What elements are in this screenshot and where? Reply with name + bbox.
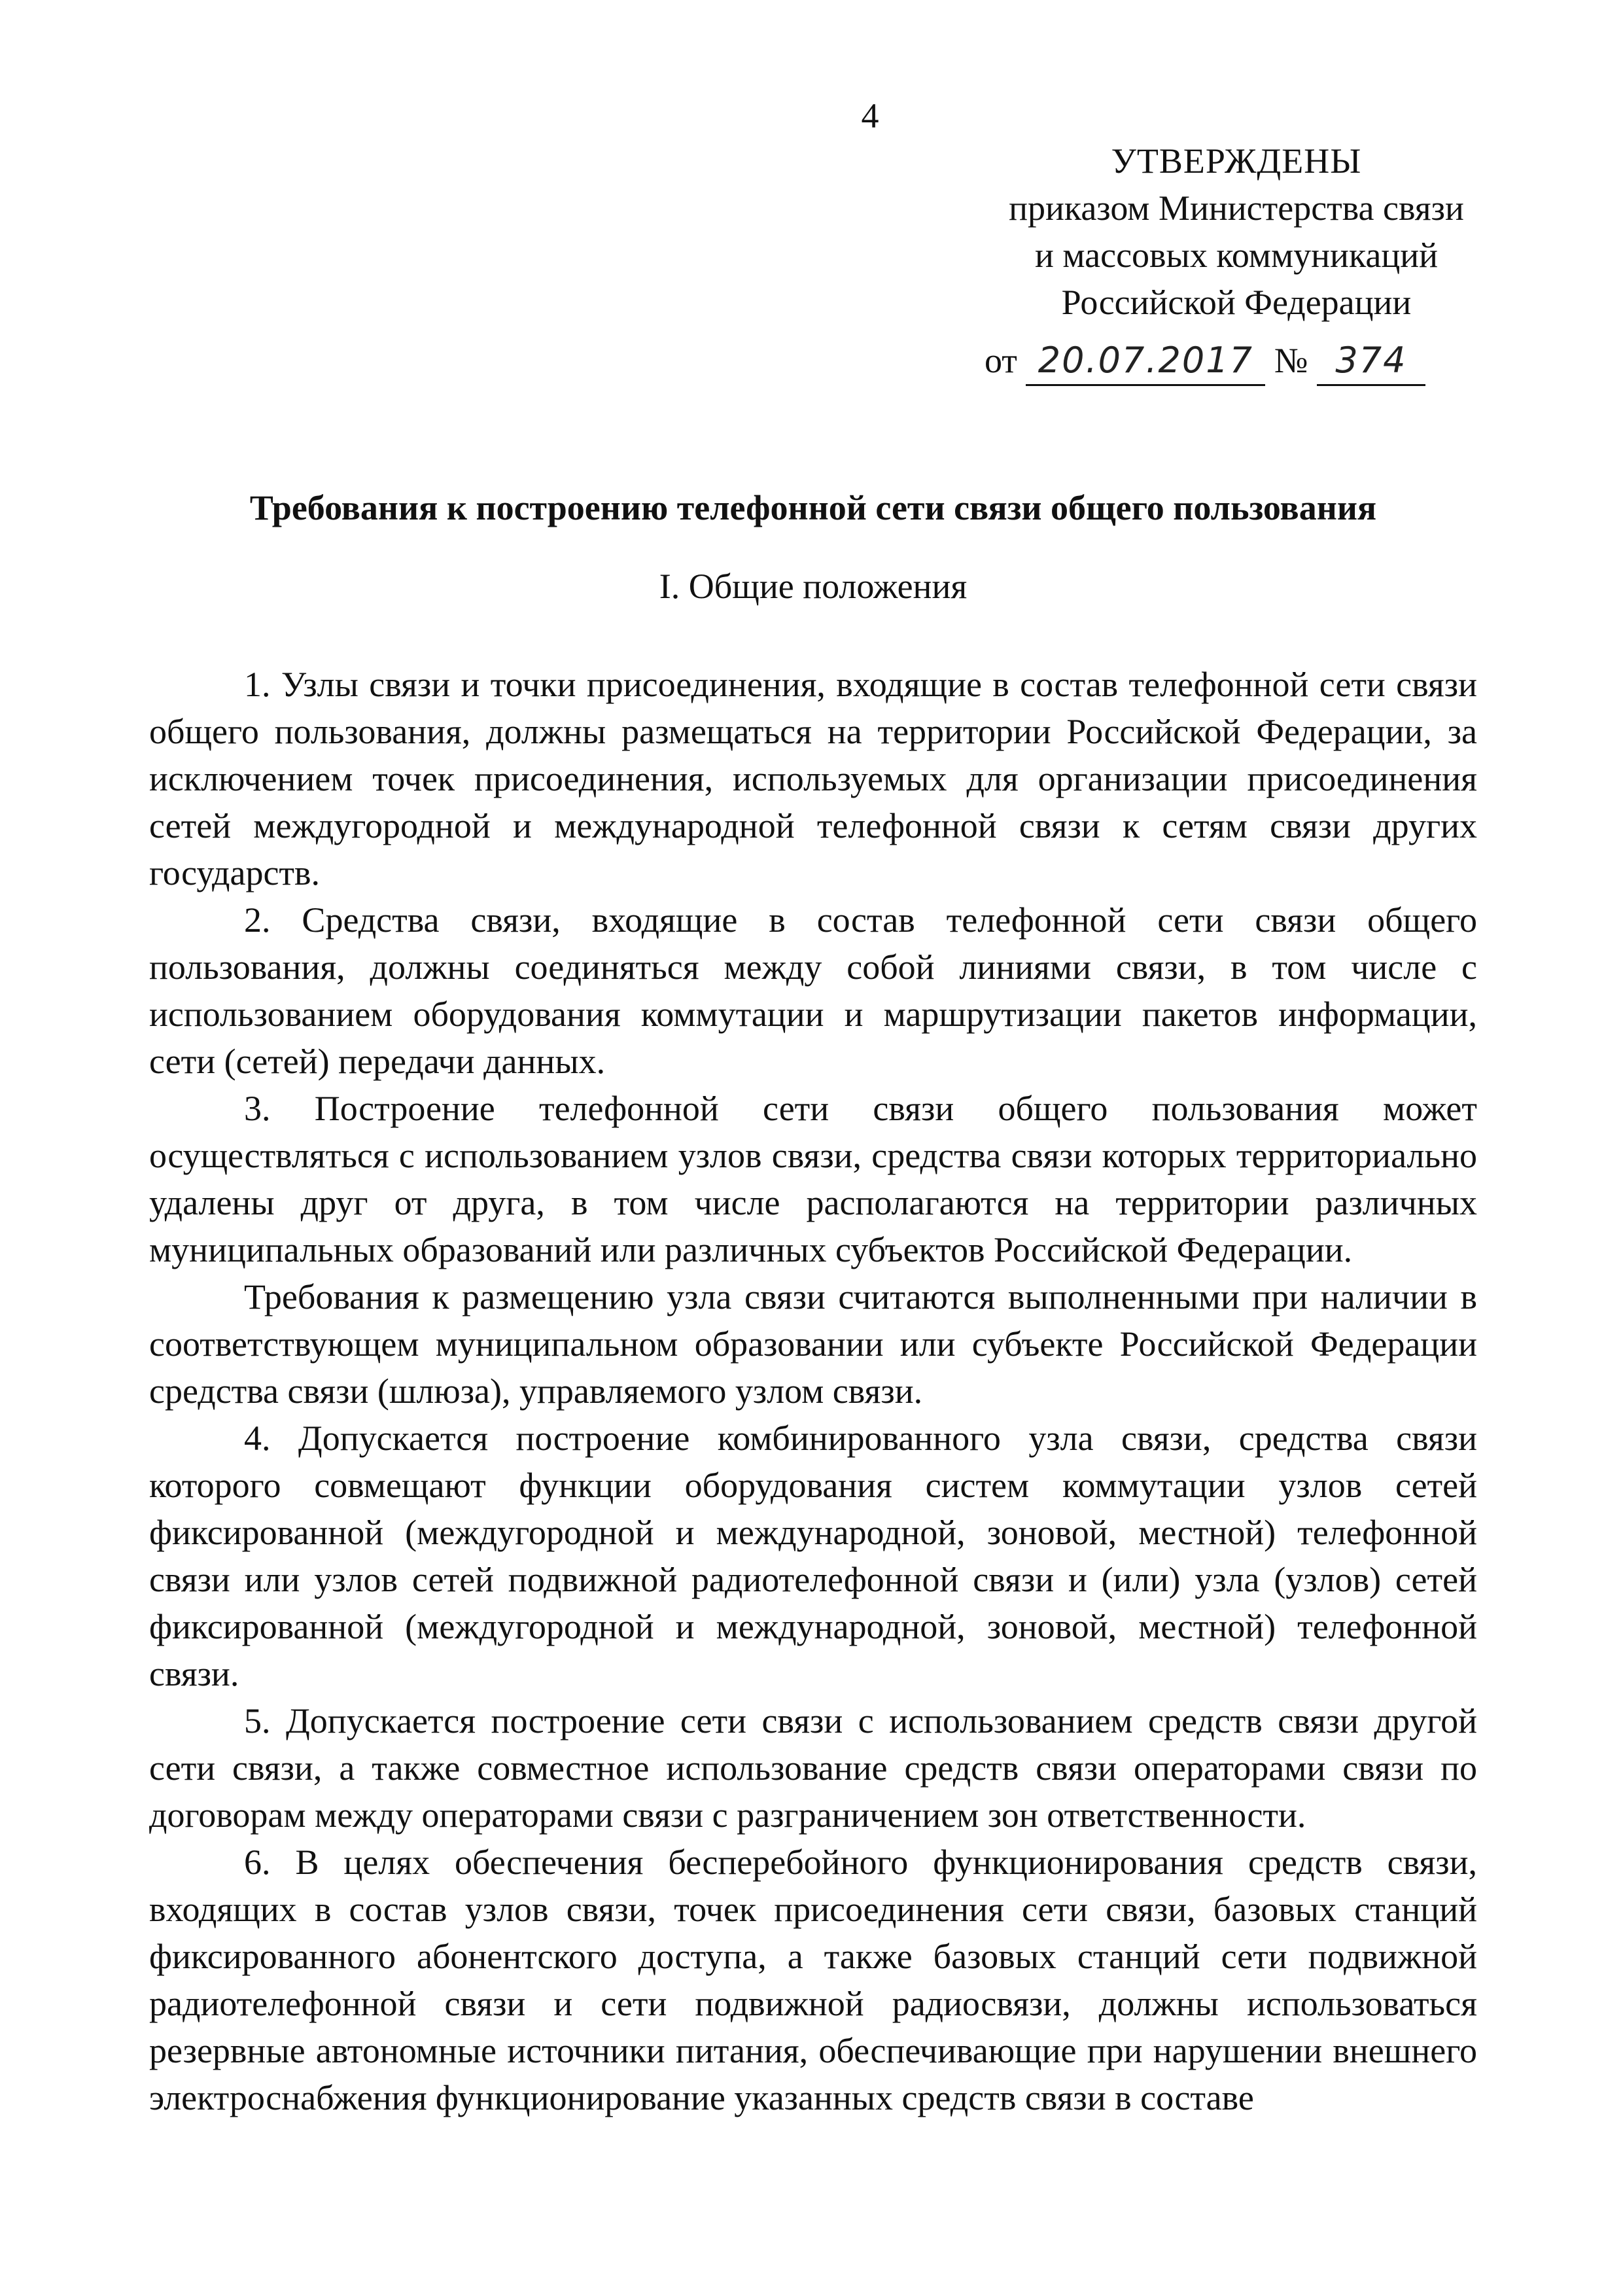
section-heading: I. Общие положения	[659, 567, 968, 606]
paragraph-1: 1. Узлы связи и точки присоединения, входящие в состав телефонной сети связи общего пользования, должны размещаться на территории Российской Федерации, за исключением точек присоединения, используемых для организации присоединения сетей междугородной и международной телефонной связи к сетям связи других государств.	[149, 665, 1477, 892]
number-prefix: №	[1274, 341, 1308, 380]
paragraph-5: 5. Допускается построение сети связи с использованием средств связи другой сети связи, а также совместное использование средств связи операторами связи по договорам между операторами связи с разграничением зон ответственности.	[149, 1701, 1477, 1835]
approval-line-2: и массовых коммуникаций	[1034, 236, 1439, 275]
handwritten-date: 20.07.2017	[1026, 337, 1265, 386]
page-number: 4	[861, 96, 879, 135]
approval-line-1: приказом Министерства связи	[1009, 188, 1464, 228]
handwritten-order-number: 374	[1317, 337, 1425, 386]
body-text	[149, 661, 1477, 2121]
paragraph-2: 2. Средства связи, входящие в состав телефонной сети связи общего пользования, должны соединяться между собой линиями связи, в том числе с использованием оборудования коммутации и маршрутизации пакетов информации, сети (сетей) передачи данных.	[149, 900, 1477, 1081]
approval-heading: УТВЕРЖДЕНЫ	[1111, 141, 1362, 181]
paragraph-6: 6. В целях обеспечения бесперебойного функционирования средств связи, входящих в состав узлов связи, точек присоединения сети связи, базовых станций фиксированного абонентского доступа, а также базовых станций сети подвижной радиотелефонной связи и сети подвижной радиосвязи, должны использоваться резервные автономные источники питания, обеспечивающие при нарушении внешнего электроснабжения функционирование указанных средств связи в составе	[149, 1843, 1477, 2117]
approval-block	[968, 137, 1505, 326]
paragraph-4: 4. Допускается построение комбинированного узла связи, средства связи которого совмещают функции оборудования систем коммутации узлов сетей фиксированной (междугородной и международной, зоновой, местной) телефонной связи или узлов сетей подвижной радиотелефонной связи и (или) узла (узлов) сетей фиксированной (междугородной и международной, зоновой, местной) телефонной связи.	[149, 1419, 1477, 1693]
document-title: Требования к построению телефонной сети связи общего пользования	[249, 488, 1377, 527]
date-prefix: от	[985, 341, 1017, 380]
paragraph-3-continued: Требования к размещению узла связи считаются выполненными при наличии в соответствующем муниципальном образовании или субъекте Российской Федерации средства связи (шлюза), управляемого узлом связи.	[149, 1277, 1477, 1411]
paragraph-3: 3. Построение телефонной сети связи общего пользования может осуществляться с использованием узлов связи, средства связи которых территориально удалены друг от друга, в том числе располагаются на территории различных муниципальных образований или различных субъектов Российской Федерации.	[149, 1089, 1477, 1269]
approval-line-3: Российской Федерации	[1061, 283, 1412, 322]
order-date-number-line	[985, 337, 1521, 389]
